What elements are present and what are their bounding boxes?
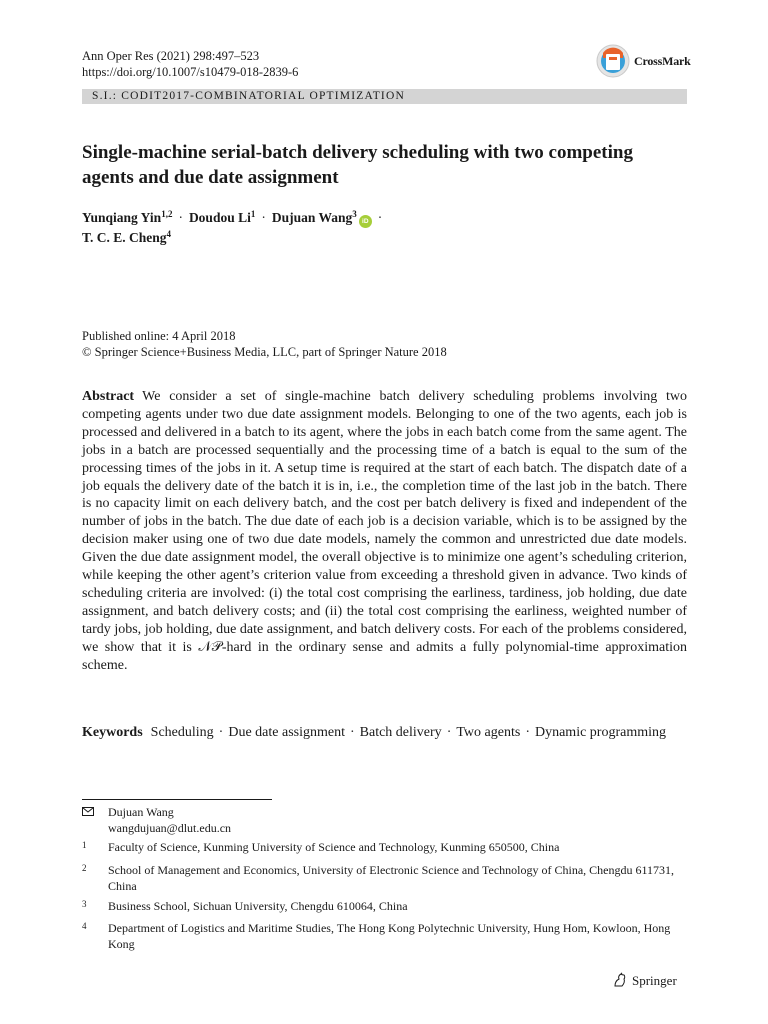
footnote-divider	[82, 799, 272, 800]
section-banner	[82, 89, 687, 104]
affiliation-mark: 1	[82, 840, 87, 850]
affiliation-mark: 4	[82, 921, 87, 931]
affiliation-text: Business School, Sichuan University, Chengdu 610064, China	[108, 899, 408, 913]
author-name[interactable]: Doudou Li	[188, 210, 251, 225]
keyword-separator: ·	[525, 725, 530, 740]
section-label: S.I.: CODIT2017-COMBINATORIAL OPTIMIZATION	[92, 90, 405, 102]
published-date: Published online: 4 April 2018	[82, 329, 236, 343]
author-affiliation: 1,2	[161, 209, 173, 219]
keyword: Batch delivery	[359, 725, 442, 740]
publication-info	[82, 328, 447, 360]
springer-horse-icon	[612, 972, 628, 988]
article-title: Single-machine serial-batch delivery scheduling with two competing agents and due date assignment	[82, 142, 633, 188]
orcid-icon[interactable]: iD	[359, 215, 372, 228]
author-affiliation: 1	[250, 209, 256, 219]
keyword-separator: ·	[446, 725, 452, 740]
keyword: Two agents	[456, 725, 521, 740]
copyright-notice: © Springer Science+Business Media, LLC, part of Springer Nature 2018	[82, 345, 447, 359]
keywords	[82, 724, 687, 742]
author-affiliation: 4	[166, 229, 172, 239]
keywords-heading: Keywords	[82, 725, 143, 740]
keyword: Dynamic programming	[534, 725, 667, 740]
corresponding-name: Dujuan Wang	[108, 805, 174, 819]
corresponding-email[interactable]: wangdujuan@dlut.edu.cn	[108, 821, 232, 835]
envelope-icon	[82, 807, 94, 816]
abstract	[82, 388, 687, 675]
author-separator: ·	[261, 210, 266, 225]
affiliation-text: Department of Logistics and Maritime Studies, The Hong Kong Polytechnic University, Hung Hom, Kowloon, Hong Kong	[108, 921, 671, 951]
corresponding-author	[108, 804, 231, 836]
affiliation-text: Faculty of Science, Kunming University of Science and Technology, Kunming 650500, China	[108, 840, 560, 854]
author-affiliation: 3	[352, 209, 357, 219]
author-name[interactable]: Yunqiang Yin	[82, 210, 162, 225]
author-name[interactable]: T. C. E. Cheng	[82, 230, 167, 245]
journal-reference: Ann Oper Res (2021) 298:497–523	[82, 49, 260, 63]
author-name[interactable]: Dujuan Wang	[271, 210, 353, 225]
crossmark-badge[interactable]	[596, 44, 696, 80]
author-separator: ·	[178, 210, 183, 225]
author-list	[82, 208, 688, 248]
abstract-heading: Abstract	[82, 389, 135, 404]
publisher-name: Springer	[632, 973, 677, 988]
abstract-text: We consider a set of single-machine batch delivery scheduling problems involving two competing agents under two due date assignment models. Belonging to one of the two agents, each job is processed and delivered in a batch to its agent, where the jobs in each batch come from the same agent. The jobs in a batch are processed sequentially and the processing time of a batch is equal to the sum of the processing times of the jobs in it. A setup time is required at the start of each batch. The dispatch date of a job equals the delivery date of the batch it is in, i.e., the completion time of the last job in the batch. There is no capacity limit on each delivery batch, and the cost per batch delivery is fixed and independent of the number of jobs in the batch. The due date of each job is a decision variable, which is to be assigned by the decision maker using one of two due date models, namely the common and unrestricted due date models. Given the due date assignment model, the overall objective is to minimize one agent’s scheduling criterion, while keeping the other agent’s criterion value from exceeding a threshold given in advance. Two kinds of scheduling criteria are involved: (i) the total cost comprising the earliness, tardiness, job holding, due date assignment, and batch delivery costs; and (ii) the total cost comprising the earliness, weighted number of tardy jobs, job holding, due date assignment, and batch delivery costs. For each of the problems considered, we show that it is 𝒩𝒫-hard in the ordinary sense and admits a fully polynomial-time approximation scheme.	[82, 389, 687, 673]
keyword: Due date assignment	[228, 725, 345, 740]
crossmark-icon	[596, 44, 630, 78]
keyword-separator: ·	[218, 725, 224, 740]
keyword-separator: ·	[349, 725, 355, 740]
affiliation-mark: 3	[82, 899, 87, 909]
doi-link[interactable]: https://doi.org/10.1007/s10479-018-2839-6	[82, 65, 299, 79]
affiliation-text: School of Management and Economics, University of Electronic Science and Technology of China, Chengdu 611731, China	[108, 863, 675, 893]
crossmark-label: CrossMark	[634, 54, 691, 68]
keyword: Scheduling	[150, 725, 214, 740]
publisher-logo	[612, 972, 677, 990]
author-separator: ·	[377, 210, 383, 225]
affiliation-mark: 2	[82, 863, 87, 873]
